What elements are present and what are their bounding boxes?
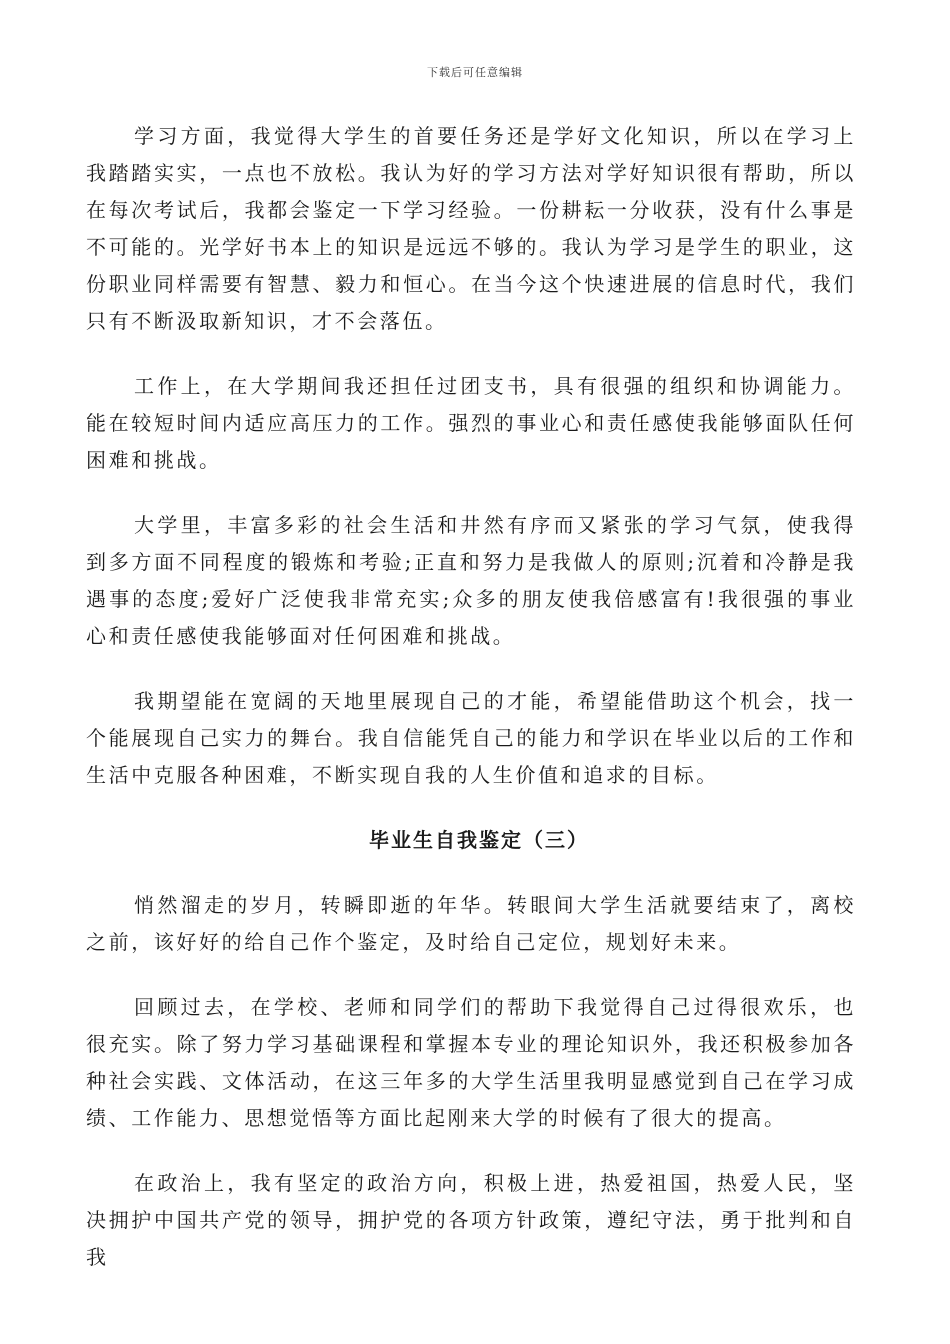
- paragraph-aspiration: 我期望能在宽阔的天地里展现自己的才能，希望能借助这个机会，找一个能展现自己实力的舞台。我自信能凭自己的能力和学识在毕业以后的工作和生活中克服各种困难，不断实现自我的人生价值和追求的目标。: [86, 689, 856, 787]
- paragraph-gap: [86, 794, 856, 822]
- header-note: 下载后可任意编辑: [427, 66, 523, 79]
- paragraph-gap: [86, 1137, 856, 1165]
- paragraph-intro: 悄然溜走的岁月，转瞬即逝的年华。转眼间大学生活就要结束了，离校之前，该好好的给自己作个鉴定，及时给自己定位，规划好未来。: [86, 893, 856, 954]
- paragraph-gap: [86, 859, 856, 887]
- paragraph-review: 回顾过去，在学校、老师和同学们的帮助下我觉得自己过得很欢乐，也很充实。除了努力学习基础课程和掌握本专业的理论知识外，我还积极参加各种社会实践、文体活动，在这三年多的大学生活里我明显感觉到自己在学习成绩、工作能力、思想觉悟等方面比起刚来大学的时候有了很大的提高。: [86, 995, 856, 1130]
- paragraph-gap: [86, 961, 856, 989]
- paragraph-gap: [86, 655, 856, 683]
- paragraph-university-life: 大学里，丰富多彩的社会生活和井然有序而又紧张的学习气氛，使我得到多方面不同程度的锻炼和考验;正直和努力是我做人的原则;沉着和冷静是我遇事的态度;爱好广泛使我非常充实;众多的朋友使我倍感富有!我很强的事业心和责任感使我能够面对任何困难和挑战。: [86, 513, 856, 648]
- paragraph-gap: [86, 479, 856, 507]
- section-title: 毕业生自我鉴定（三）: [369, 828, 589, 852]
- paragraph-gap: [86, 340, 856, 368]
- document-body: [86, 118, 856, 1276]
- paragraph-politics: 在政治上，我有坚定的政治方向，积极上进，热爱祖国，热爱人民，坚决拥护中国共产党的领导，拥护党的各项方针政策，遵纪守法，勇于批判和自我: [86, 1171, 856, 1269]
- paragraph-study: 学习方面，我觉得大学生的首要任务还是学好文化知识，所以在学习上我踏踏实实，一点也不放松。我认为好的学习方法对学好知识很有帮助，所以在每次考试后，我都会鉴定一下学习经验。一份耕耘一分收获，没有什么事是不可能的。光学好书本上的知识是远远不够的。我认为学习是学生的职业，这份职业同样需要有智慧、毅力和恒心。在当今这个快速进展的信息时代，我们只有不断汲取新知识，才不会落伍。: [86, 124, 856, 333]
- paragraph-work: 工作上，在大学期间我还担任过团支书，具有很强的组织和协调能力。能在较短时间内适应高压力的工作。强烈的事业心和责任感使我能够面队任何困难和挑战。: [86, 374, 856, 472]
